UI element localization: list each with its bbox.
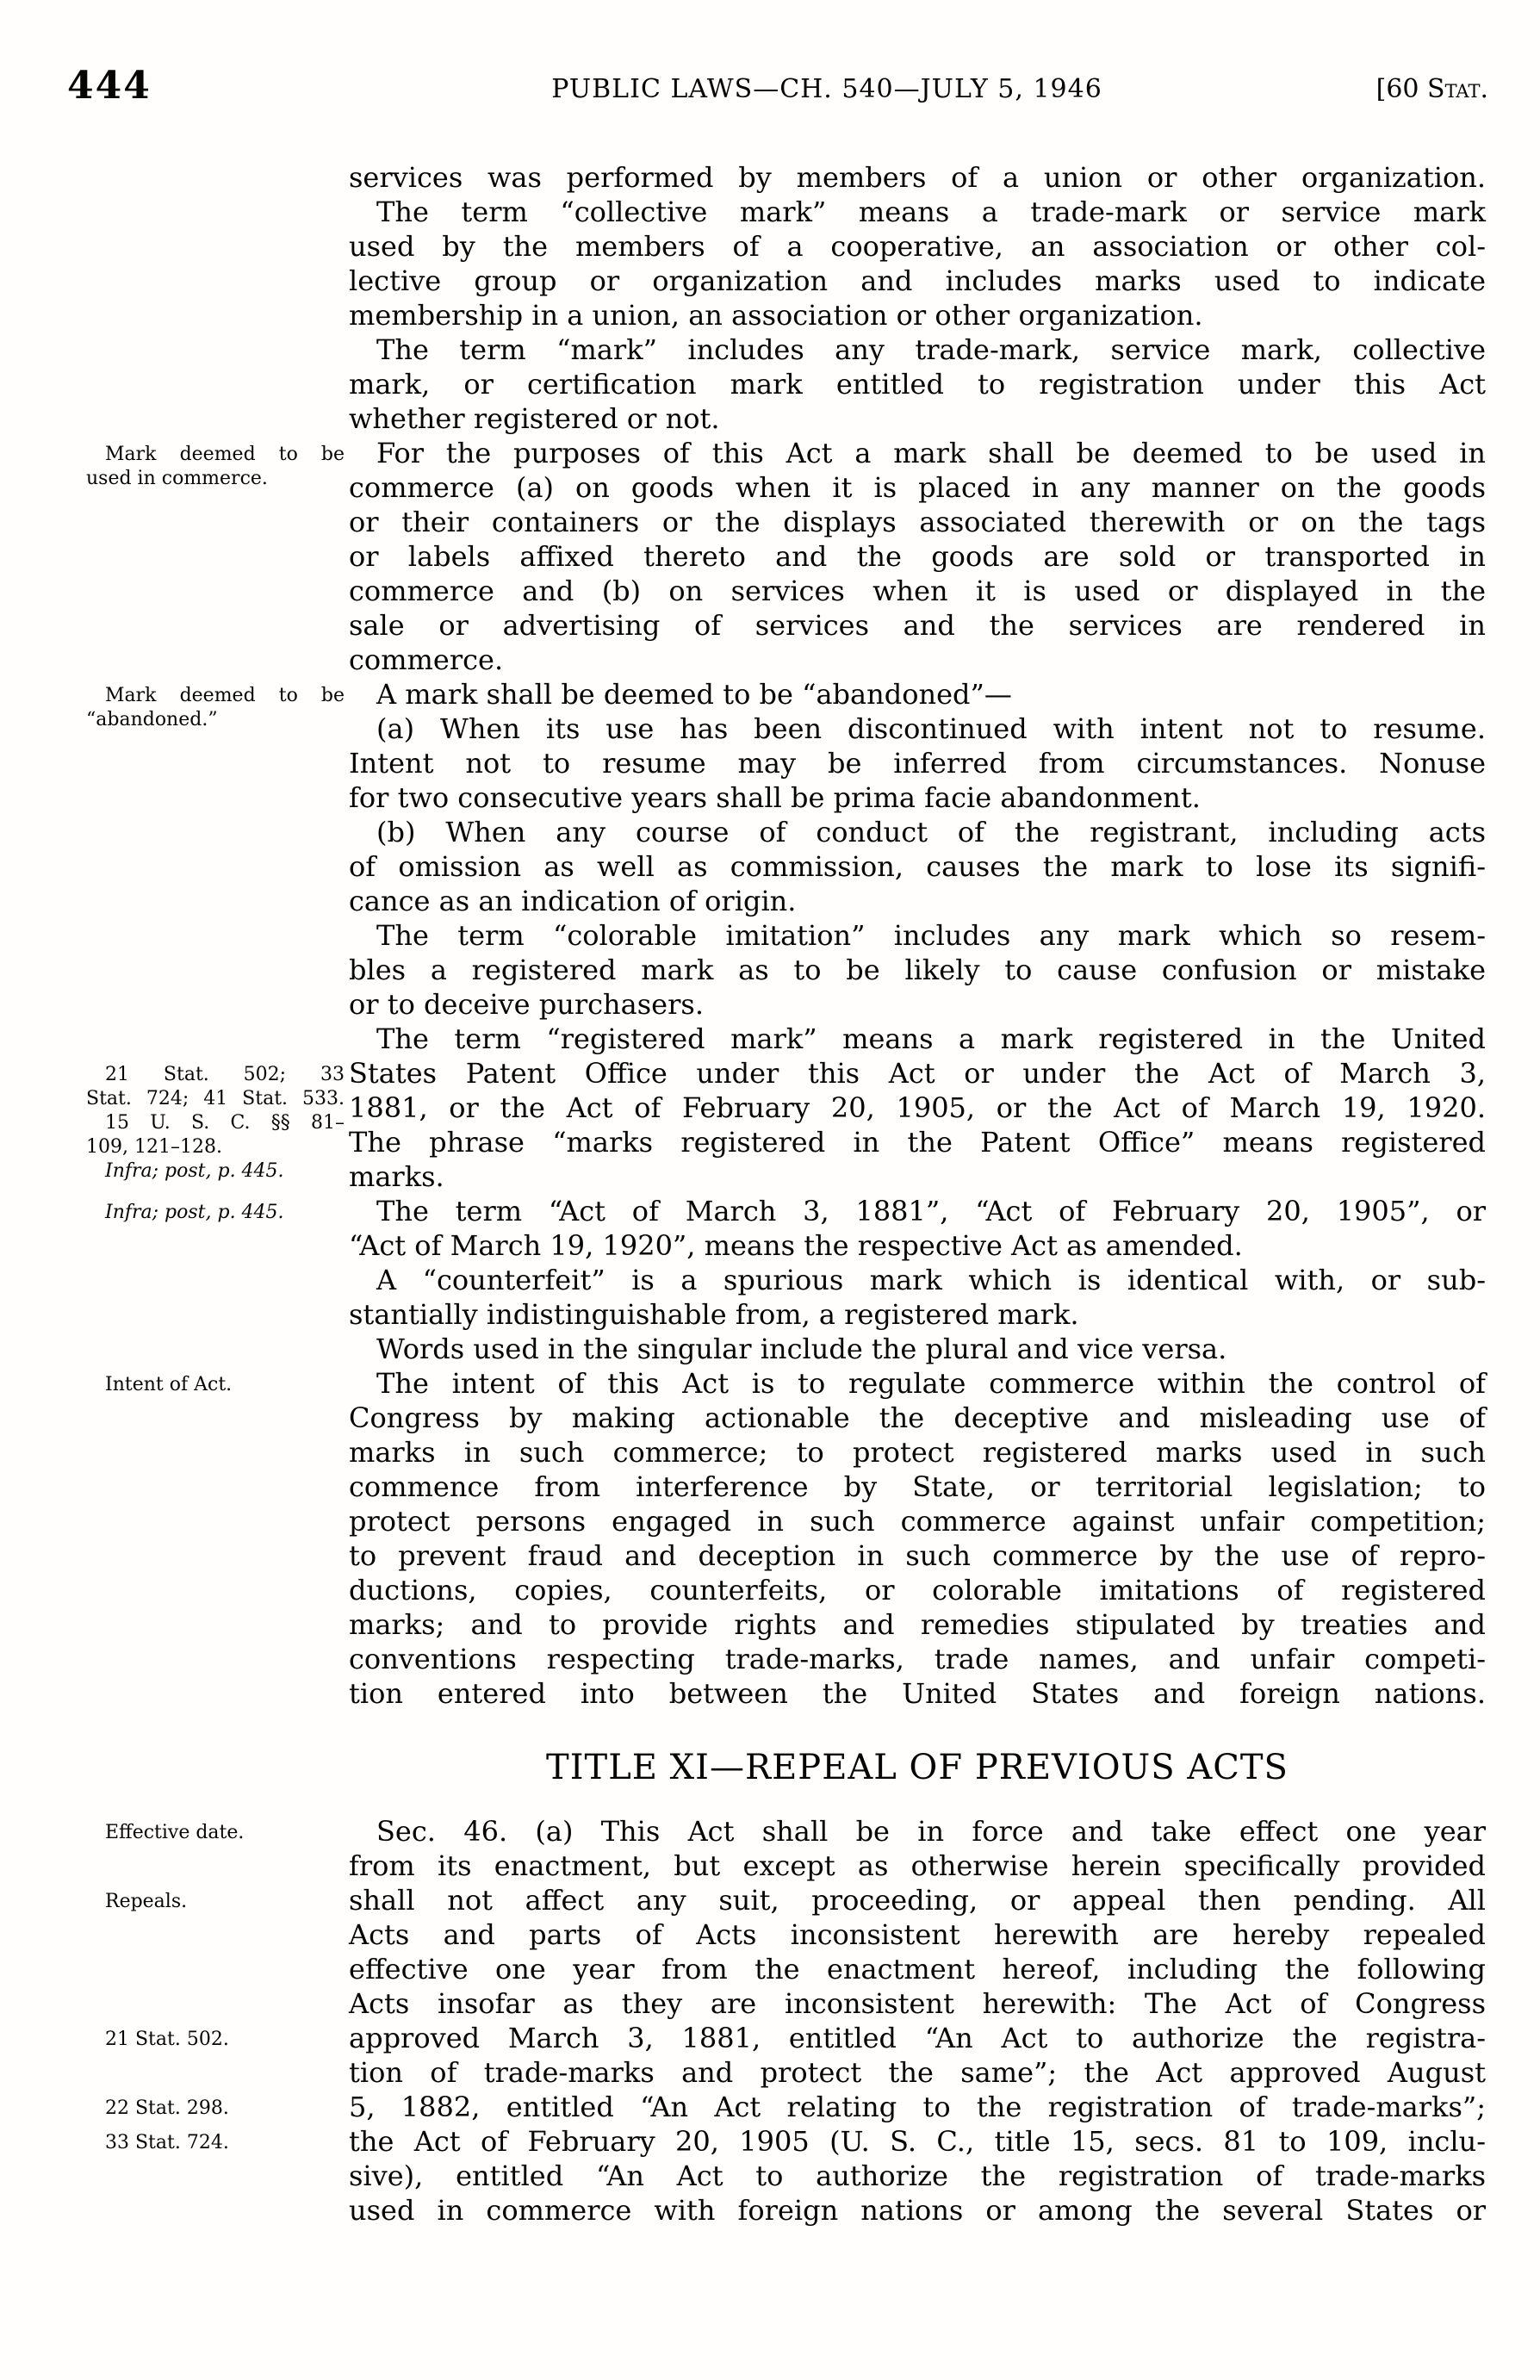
margin-note-stat-33-724: 33 Stat. 724. [86, 2132, 229, 2153]
margin-note-intent-of-act: Intent of Act. [86, 1374, 233, 1395]
margin-note-effective-date: Effective date. [86, 1822, 245, 1843]
margin-note-mark-abandoned: Mark deemed to be “abandoned.” [86, 685, 345, 730]
body-paragraph-abandoned-intro: A mark shall be deemed to be “abandoned”— [349, 678, 1012, 711]
margin-note-infra-post-2: Infra; post, p. 445. [86, 1202, 284, 1223]
body-paragraph-collective-mark: The term “collective mark” means a trade-mark or service mark used by the members of a cooperative, an association or other col- lective group or organization and includes marks used to indicate membership in a union, an association or other organization. [349, 196, 1486, 332]
body-paragraph-abandoned-b: (b) When any course of conduct of the registrant, including acts of omission as well as commission, causes the mark to lose its signifi- cance as an indication of origin. [349, 816, 1486, 917]
body-paragraph-continuation: services was performed by members of a union or other organization. [349, 161, 1486, 194]
title-xi-heading: TITLE XI—REPEAL OF PREVIOUS ACTS [546, 1748, 1289, 1787]
running-head: PUBLIC LAWS—CH. 540—JULY 5, 1946 [551, 74, 1102, 104]
body-paragraph-abandoned-a: (a) When its use has been discontinued with intent not to resume. Intent not to resume may be inferred from circumstances. Nonuse for two consecutive years shall be prima facie abandonment. [349, 712, 1486, 814]
body-paragraph-mark: The term “mark” includes any trade-mark, service mark, collective mark, or certification mark entitled to registration under this Act whether registered or not. [349, 333, 1486, 435]
body-text-column [349, 160, 1486, 2228]
body-paragraph-registered-mark: The term “registered mark” means a mark registered in the United States Patent Office under this Act or under the Act of March 3, 1881, or the Act of February 20, 1905, or the Act of March 19, 1920. The phrase “marks registered in the Patent Office” means registered marks. [349, 1022, 1486, 1193]
margin-note-repeals: Repeals. [86, 1891, 188, 1912]
page-number: 444 [67, 64, 152, 108]
body-paragraph-intent: The intent of this Act is to regulate commerce within the control of Congress by making actionable the deceptive and misleading use of marks in such commerce; to protect registered marks used in such commence from interference by State, or territorial legislation; to protect persons engaged in such commerce against unfair competition; to prevent fraud and deception in such commerce by the use of repro- ductions, copies, counterfeits, or colorable imitations of registered marks; and to provide rights and remedies stipulated by treaties and conventions respecting trade-marks, trade names, and unfair competi- tion entered into between the United States and foreign nations. [349, 1367, 1486, 1710]
margin-note-stat-22-298: 22 Stat. 298. [86, 2097, 229, 2119]
body-paragraph-acts-as-amended: The term “Act of March 3, 1881”, “Act of February 20, 1905”, or “Act of March 19, 1920”, means the respective Act as amended. [349, 1195, 1486, 1262]
margin-note-mark-used-in-commerce: Mark deemed to be used in commerce. [86, 444, 345, 489]
body-paragraph-sec-46: Sec. 46. (a) This Act shall be in force and take effect one year from its enactment, but except as otherwise herein specifically provided shall not affect any suit, proceeding, or appeal then pending. All Acts and parts of Acts inconsistent herewith are hereby repealed effective one year from the enactment hereof, including the following Acts insofar as they are inconsistent herewith: The Act of Congress approved March 3, 1881, entitled “An Act to authorize the registra- tion of trade-marks and protect the same”; the Act approved August 5, 1882, entitled “An Act relating to the registration of trade-marks”; the Act of February 20, 1905 (U. S. C., title 15, secs. 81 to 109, inclu- sive), entitled “An Act to authorize the registration of trade-marks used in commerce with foreign nations or among the several States or [349, 1815, 1486, 2227]
volume-reference: [60 Stat. [1375, 74, 1488, 104]
margin-note-stat-citations: 21 Stat. 502; 33 Stat. 724; 41 Stat. 533. 15 U. S. C. §§ 81– 109, 121–128. [86, 1064, 345, 1158]
margin-note-stat-21-502: 21 Stat. 502. [86, 2029, 229, 2050]
body-paragraph-counterfeit: A “counterfeit” is a spurious mark which is identical with, or sub- stantially indistinguishable from, a registered mark. [349, 1264, 1486, 1331]
body-paragraph-colorable-imitation: The term “colorable imitation” includes any mark which so resem- bles a registered mark as to be likely to cause confusion or mistake or to deceive purchasers. [349, 919, 1486, 1021]
body-paragraph-used-in-commerce: For the purposes of this Act a mark shall be deemed to be used in commerce (a) on goods when it is placed in any manner on the goods or their containers or the displays associated therewith or on the tags or labels affixed thereto and the goods are sold or transported in commerce and (b) on services when it is used or displayed in the sale or advertising of services and the services are rendered in commerce. [349, 437, 1486, 676]
body-paragraph-singular-plural: Words used in the singular include the plural and vice versa. [349, 1333, 1227, 1365]
margin-note-infra-post-1: Infra; post, p. 445. [86, 1160, 284, 1182]
